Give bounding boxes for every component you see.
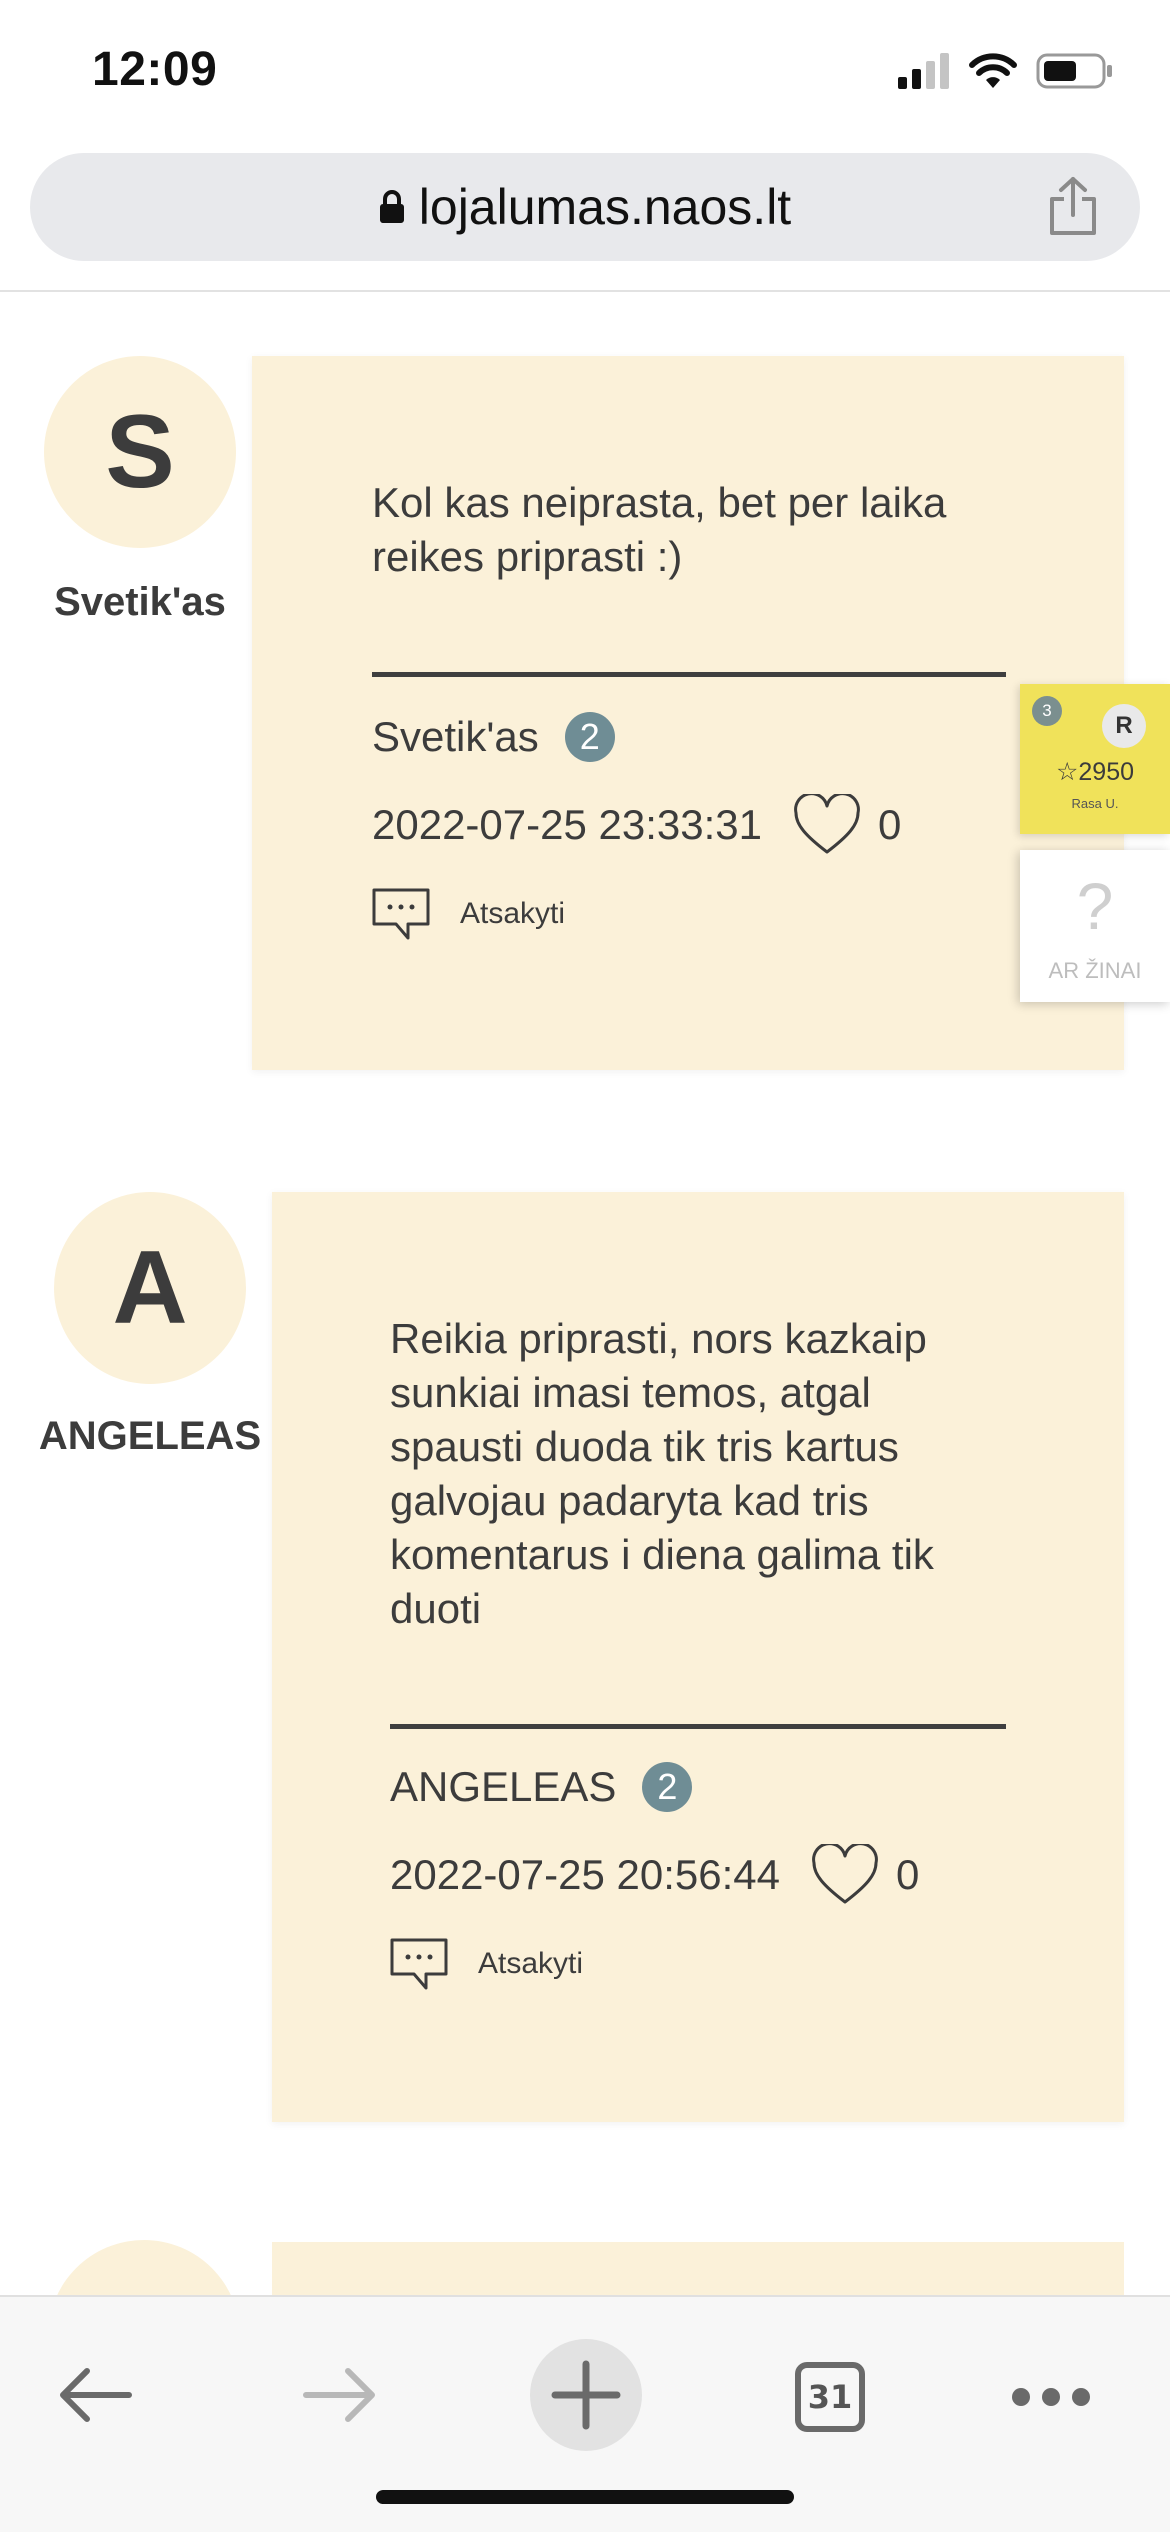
comment-text-line: galvojau padaryta kad tris [390,1477,869,1524]
comment-text-line: Kol kas neiprasta, bet per laika [372,479,947,526]
avatar-letter: S [105,393,175,510]
like-count: 0 [896,1851,920,1898]
reply-button[interactable] [372,888,565,940]
divider [0,290,1170,292]
new-tab-button[interactable] [530,2339,642,2451]
points-widget[interactable] [1020,684,1170,834]
comment-text-line: duoti [390,1585,482,1632]
comment-text-line: spausti duoda tik tris kartus [390,1423,899,1470]
chat-bubble-icon [390,1938,448,1990]
comment-author: Svetik'as [54,580,226,624]
lock-icon [379,190,405,224]
share-icon[interactable] [1044,175,1102,237]
comment-date: 2022-07-25 20:56:44 [390,1851,780,1898]
heart-icon [792,794,862,856]
comment-text [390,1312,934,1636]
tabs-button[interactable] [790,2357,870,2437]
address-bar[interactable] [30,153,1140,261]
reply-label: Atsakyti [478,1947,584,1980]
level-badge: 3 [1032,696,1062,726]
url-text: lojalumas.naos.lt [418,179,792,235]
user-avatar: R [1102,704,1146,748]
reply-label: Atsakyti [460,897,566,930]
heart-icon [810,1844,880,1906]
reply-button[interactable] [390,1938,583,1990]
more-dots-icon [1009,2385,1093,2409]
signal-icon [898,53,950,89]
points-value: ☆2950 [1055,758,1135,786]
comment-meta-date [372,794,901,856]
comment-text-line: sunkiai imasi temos, atgal [390,1369,871,1416]
level-badge: 2 [642,1762,692,1812]
plus-icon [551,2360,621,2430]
meta-author-name: ANGELEAS [390,1763,617,1810]
comment-meta-author [390,1762,692,1812]
question-mark-icon: ? [1076,869,1114,943]
avatar [54,1192,246,1384]
chat-bubble-icon [372,888,430,940]
comment-meta-author [372,712,615,762]
comment-text-line: komentarus i diena galima tik [390,1531,934,1578]
comment-date: 2022-07-25 23:33:31 [372,801,762,848]
did-you-know-label: AR ŽINAI [1048,958,1142,983]
status-bar [0,0,1170,140]
arrow-left-icon [57,2365,133,2425]
forward-button[interactable] [295,2355,385,2435]
comment-text [372,476,946,584]
comment-card [252,356,1124,1070]
comment-card [272,1192,1124,2122]
status-icons [898,52,1114,90]
like-count: 0 [878,801,902,848]
like-button[interactable] [810,1844,919,1906]
battery-icon [1036,52,1114,90]
avatar [44,356,236,548]
comment-meta-date [390,1844,919,1906]
arrow-right-icon [302,2365,378,2425]
more-menu-button[interactable] [1006,2367,1096,2427]
avatar-letter: A [112,1229,188,1346]
meta-author-name: Svetik'as [372,713,539,760]
comment-author: ANGELEAS [38,1414,262,1458]
level-badge: 2 [565,712,615,762]
home-indicator [376,2490,794,2504]
did-you-know-widget[interactable] [1020,850,1170,1002]
tabs-count: 31 [795,2362,865,2432]
wifi-icon [968,52,1018,90]
comment-text-line: reikes priprasti :) [372,533,683,580]
user-name: Rasa U. [1071,796,1119,811]
comment-divider [372,672,1006,677]
back-button[interactable] [50,2355,140,2435]
like-button[interactable] [792,794,901,856]
comment-text-line: Reikia priprasti, nors kazkaip [390,1315,927,1362]
status-time: 12:09 [92,43,218,96]
comment-divider [390,1724,1006,1729]
